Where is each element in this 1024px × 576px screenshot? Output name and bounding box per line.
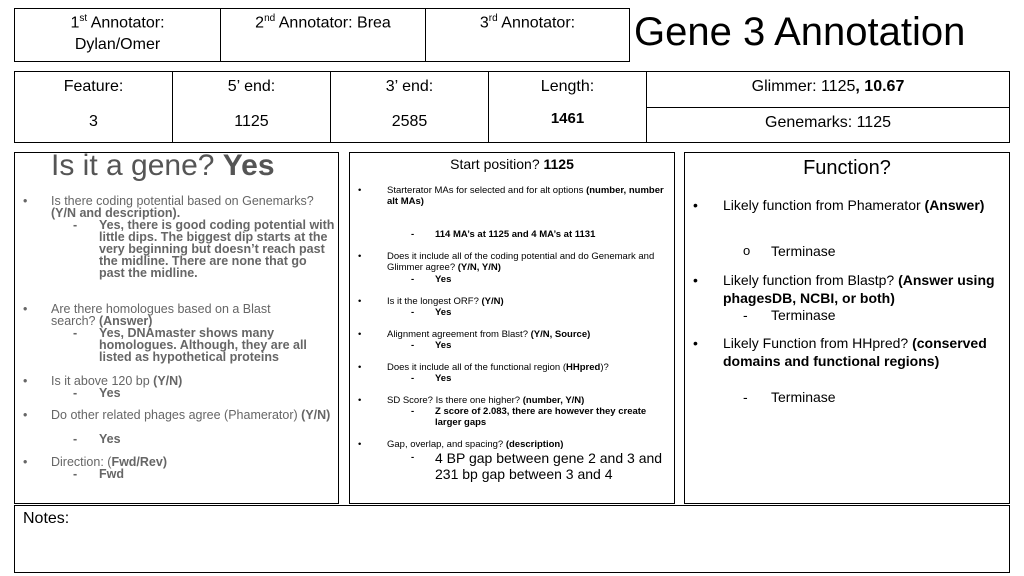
dash-icon: - [411, 307, 415, 318]
blastp-function-answer: Terminase [771, 307, 836, 323]
first-annotator-num: 1 [70, 14, 80, 32]
functional-region-question: Does it include all of the functional region ( [387, 362, 567, 373]
length-answer: Yes [99, 386, 121, 400]
bullet-icon: • [23, 302, 28, 316]
hhpred-function-hint: (conserved domains and functional regions) [723, 335, 987, 369]
sd-score-answer: Z score of 2.083, there are however they create larger gaps [435, 406, 647, 428]
longest-orf-hint: (Y/N) [481, 296, 504, 307]
blast-alignment-hint: (Y/N, Source) [530, 329, 591, 340]
five-end-label: 5’ end: [227, 78, 276, 95]
length-hint: (Y/N) [153, 374, 183, 388]
dash-icon: - [73, 326, 78, 340]
starterator-hint: (number, number alt MAs) [387, 185, 664, 207]
five-end-cell [173, 72, 331, 142]
third-annotator-num: 3 [479, 14, 489, 32]
bullet-icon: • [23, 408, 28, 422]
length-value: 1461 [550, 110, 585, 127]
blastp-function-question: Likely function from Blastp? [723, 272, 895, 288]
blast-alignment-question: Alignment agreement from Blast? [387, 329, 528, 340]
dash-icon: - [411, 406, 415, 417]
coding-agree-answer: Yes [435, 274, 452, 285]
starterator-answer: 114 MA’s at 1125 and 4 MA’s at 1131 [435, 229, 596, 240]
phamerator-function-question: Likely function from Phamerator [723, 197, 921, 213]
start-position-label: Start position? [450, 156, 540, 172]
first-annotator-cell [15, 9, 221, 61]
bullet-icon: • [358, 251, 362, 262]
coding-potential-answer: Yes, there is good coding potential with little dips. The biggest dip starts at the very beginning but doesn’t reach past the midline. There are none that go past the midline. [99, 218, 335, 280]
direction-hint: Fwd/Rev) [111, 455, 167, 469]
dash-icon: - [411, 452, 415, 463]
bullet-icon: • [693, 197, 698, 213]
function-panel [684, 152, 1010, 504]
phamerator-function-answer: Terminase [771, 243, 836, 259]
homologues-hint: (Answer) [98, 314, 153, 328]
dash-icon: - [73, 432, 78, 446]
info-row [14, 71, 1010, 143]
bullet-icon: • [693, 335, 698, 351]
notes-label: Notes: [23, 510, 70, 527]
genemarks-cell [647, 108, 1009, 142]
second-annotator-sup: nd [264, 13, 276, 24]
bullet-icon: • [23, 194, 28, 208]
gene-answer: Yes [222, 149, 275, 182]
dash-icon: - [73, 218, 78, 232]
genemarks-value: Genemarks: 1125 [765, 114, 891, 131]
page-title: Gene 3 Annotation [634, 10, 966, 54]
glimmer-separator: , [855, 78, 860, 95]
first-annotator-name: Dylan/Omer [74, 36, 161, 53]
hhpred-function-question: Likely Function from HHpred? [723, 335, 909, 351]
phamerator-function-hint: (Answer) [924, 197, 985, 213]
dash-icon: - [73, 467, 78, 481]
homologues-question: Are there homologues based on a Blast search? [51, 302, 271, 328]
second-annotator-label: Annotator: Brea [278, 14, 391, 32]
feature-label: Feature: [63, 78, 124, 95]
dash-icon: - [73, 386, 78, 400]
blast-alignment-answer: Yes [435, 340, 452, 351]
bullet-icon: • [358, 185, 362, 196]
sd-score-hint: (number, Y/N) [522, 395, 585, 406]
direction-question: Direction: ( [51, 455, 112, 469]
three-end-cell [331, 72, 489, 142]
functional-region-answer: Yes [435, 373, 452, 384]
feature-cell [15, 72, 173, 142]
five-end-value: 1125 [234, 113, 269, 130]
dash-icon: - [411, 229, 415, 240]
second-annotator-num: 2 [255, 14, 265, 32]
circle-bullet-icon: o [743, 243, 751, 258]
start-position-value: 1125 [543, 156, 574, 172]
first-annotator-label: Annotator: [90, 14, 165, 32]
length-label: Length: [540, 78, 595, 95]
three-end-label: 3’ end: [385, 78, 434, 95]
phamerator-question: Do other related phages agree (Phamerator) [51, 408, 298, 422]
blastp-function-hint: (Answer using phagesDB, NCBI, or both) [723, 272, 995, 306]
phamerator-answer: Yes [99, 432, 121, 446]
phamerator-hint: (Y/N) [301, 408, 331, 422]
coding-agree-hint: (Y/N, Y/N) [457, 262, 501, 273]
functional-region-hint: HHpred [566, 362, 601, 373]
bullet-icon: • [358, 329, 362, 340]
feature-value: 3 [89, 113, 98, 130]
dash-icon: - [743, 389, 748, 405]
third-annotator-sup: rd [488, 13, 498, 24]
bullet-icon: • [358, 362, 362, 373]
gap-answer: 4 BP gap between gene 2 and 3 and 231 bp gap between 3 and 4 [435, 450, 663, 482]
length-cell [489, 72, 647, 142]
longest-orf-answer: Yes [435, 307, 452, 318]
starterator-question: Starterator MAs for selected and for alt options [387, 185, 584, 196]
glimmer-cell [647, 72, 1009, 108]
annotator-header [14, 8, 630, 62]
sd-score-question: SD Score? Is there one higher? [387, 395, 521, 406]
length-question: Is it above 120 bp [51, 374, 150, 388]
bullet-icon: • [358, 296, 362, 307]
coding-potential-question: Is there coding potential based on Genemarks? [51, 194, 314, 208]
bullet-icon: • [23, 455, 28, 469]
gene-panel [14, 149, 339, 504]
glimmer-score: 10.67 [864, 78, 905, 95]
first-annotator-sup: st [79, 13, 88, 24]
dash-icon: - [743, 307, 748, 323]
gap-question: Gap, overlap, and spacing? [387, 439, 504, 450]
third-annotator-label: Annotator: [501, 14, 576, 32]
coding-potential-hint: (Y/N and description). [51, 206, 181, 220]
glimmer-label: Glimmer: 1125 [751, 78, 856, 95]
direction-answer: Fwd [99, 467, 124, 481]
second-annotator-cell [221, 9, 426, 61]
bullet-icon: • [358, 395, 362, 406]
homologues-answer: Yes, DNAmaster shows many homologues. Although, they are all listed as hypothetical proteins [99, 326, 307, 364]
three-end-value: 2585 [391, 113, 428, 130]
notes-box[interactable] [14, 505, 1010, 573]
dash-icon: - [411, 274, 415, 285]
bullet-icon: • [358, 439, 362, 450]
gene-question: Is it a gene? [51, 149, 215, 182]
hhpred-function-answer: Terminase [771, 389, 836, 405]
start-position-panel [349, 152, 675, 504]
bullet-icon: • [693, 272, 698, 288]
functional-region-question-end: )? [600, 362, 609, 373]
third-annotator-cell [426, 9, 629, 61]
coding-agree-question: Does it include all of the coding potential and do Genemark and Glimmer agree? [387, 251, 655, 273]
function-title: Function? [803, 157, 891, 179]
bullet-icon: • [23, 374, 28, 388]
dash-icon: - [411, 340, 415, 351]
longest-orf-question: Is it the longest ORF? [387, 296, 479, 307]
dash-icon: - [411, 373, 415, 384]
gap-hint: (description) [505, 439, 564, 450]
